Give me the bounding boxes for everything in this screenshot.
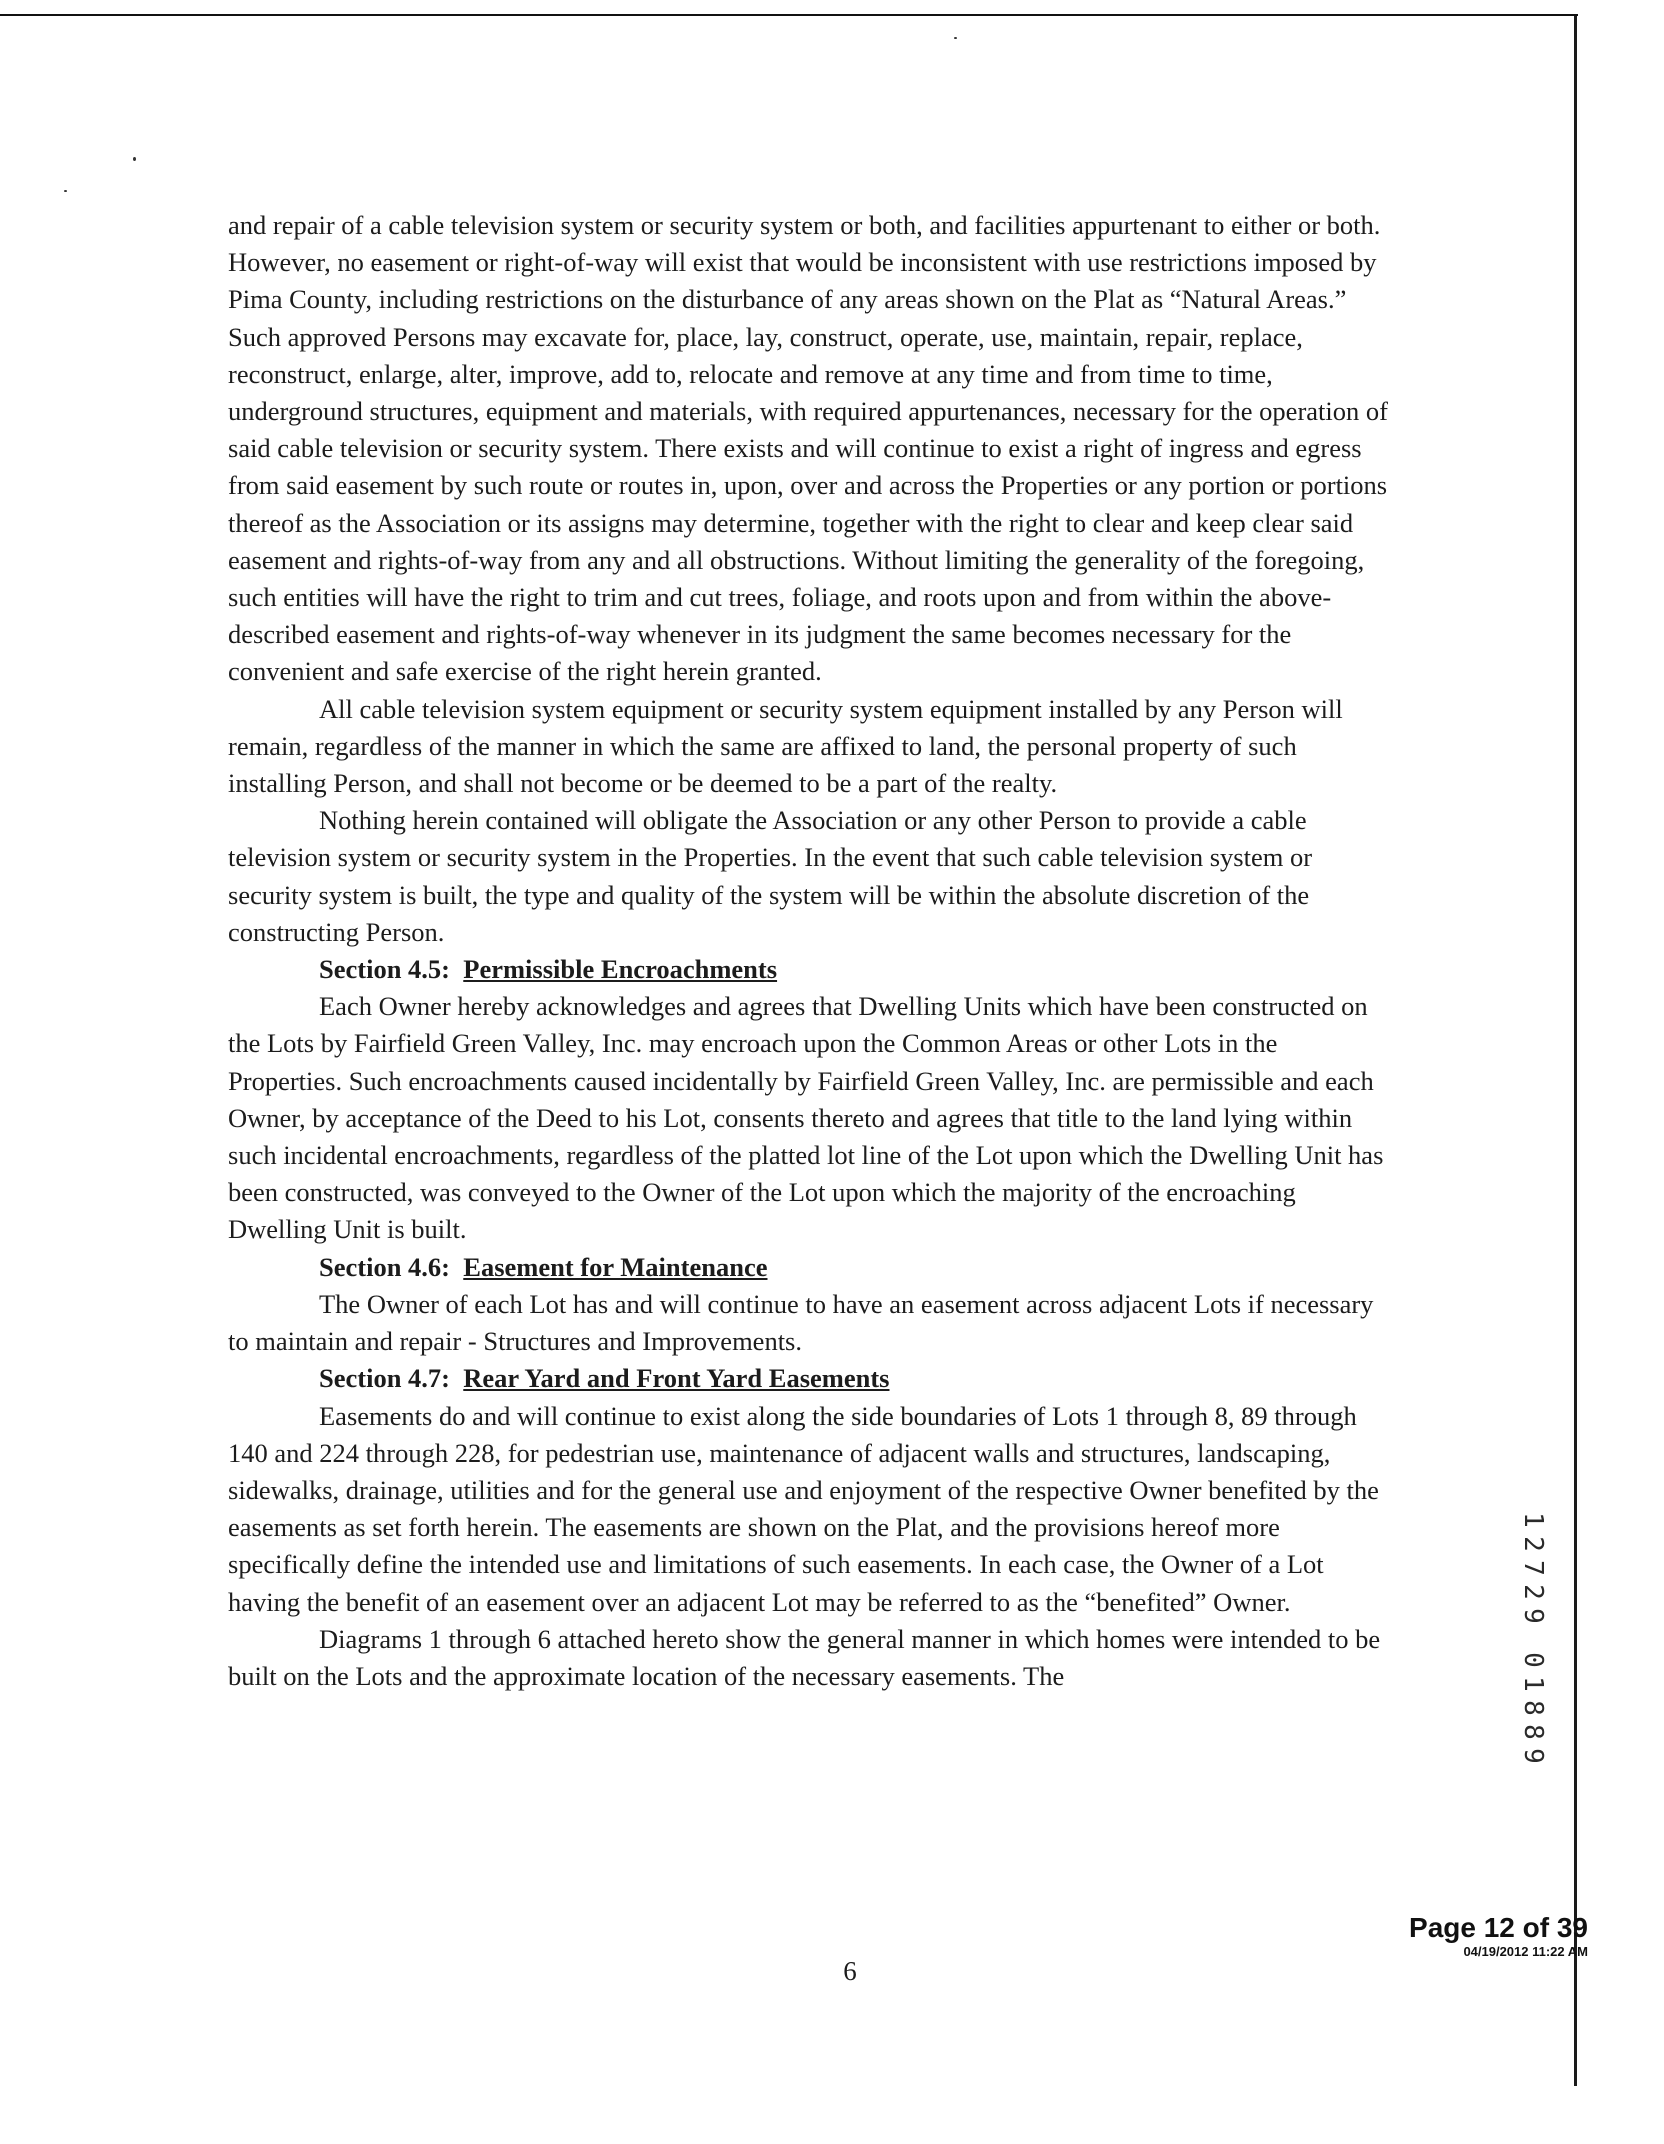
page-count-label: Page 12 of 39 <box>1409 1912 1588 1943</box>
body-paragraph: and repair of a cable television system or security system or both, and facilities appurtenant to either or both. However, no easement or right-of-way will exist that would be inconsistent with use restrictions imposed by Pima County, including restrictions on the disturbance of any areas shown on the Plat as “Natural Areas.” Such approved Persons may excavate for, place, lay, construct, operate, use, maintain, repair, replace, reconstruct, enlarge, alter, improve, add to, relocate and remove at any time and from time to time, underground structures, equipment and materials, with required appurtenances, necessary for the operation of said cable television or security system. There exists and will continue to exist a right of ingress and egress from said easement by such route or routes in, upon, over and across the Properties or any portion or portions thereof as the Association or its assigns may determine, together with the right to clear and keep clear said easement and rights-of-way from any and all obstructions. Without limiting the generality of the foregoing, such entities will have the right to trim and cut trees, foliage, and roots upon and from within the above-described easement and rights-of-way whenever in its judgment the same becomes necessary for the convenient and safe exercise of the right herein granted. <box>228 210 1388 687</box>
body-paragraph: The Owner of each Lot has and will continue to have an easement across adjacent Lots if necessary to maintain and repair - Structures and Improvements. <box>228 1288 1374 1357</box>
section-number: Section 4.6: <box>319 1251 451 1282</box>
section-title: Easement for Maintenance <box>463 1251 768 1282</box>
scan-speck <box>954 37 957 39</box>
body-paragraph: Diagrams 1 through 6 attached hereto show the general manner in which homes were intended to be built on the Lots and the approximate location of the necessary easements. The <box>228 1623 1381 1691</box>
body-paragraph: Easements do and will continue to exist along the side boundaries of Lots 1 through 8, 89 through 140 and 224 through 228, for pedestrian use, maintenance of adjacent walls and structures, landscaping, sidewalks, drainage, utilities and for the general use and enjoyment of the respective Owner benefited by the easements as set forth herein. The easements are shown on the Plat, and the provisions hereof more specifically define the intended use and limitations of such easements. In each case, the Owner of a Lot having the benefit of an easement over an adjacent Lot may be referred to as the “benefited” Owner. <box>228 1400 1379 1617</box>
recording-digit: 2 <box>1518 1584 1548 1600</box>
document-body <box>228 207 1398 1695</box>
recording-digit: 1 <box>1518 1676 1548 1692</box>
body-paragraph: Each Owner hereby acknowledges and agrees that Dwelling Units which have been constructed on the Lots by Fairfield Green Valley, Inc. may encroach upon the Common Areas or other Lots in the Properties. Such encroachments caused incidentally by Fairfield Green Valley, Inc. are permissible and each Owner, by acceptance of the Deed to his Lot, consents thereto and agrees that title to the land lying within such incidental encroachments, regardless of the platted lot line of the Lot upon which the Dwelling Unit has been constructed, was conveyed to the Owner of the Lot upon which the majority of the encroaching Dwelling Unit is built. <box>228 991 1384 1245</box>
recording-digit: 9 <box>1518 1748 1548 1764</box>
section-title: Rear Yard and Front Yard Easements <box>463 1363 890 1394</box>
page-stamp <box>1409 1912 1588 1960</box>
recording-digit: 9 <box>1518 1608 1548 1624</box>
section-heading-4-6 <box>228 1249 1398 1286</box>
recording-digit: 8 <box>1518 1700 1548 1716</box>
stamp-timestamp: 04/19/2012 11:22 AM <box>1463 1944 1588 1959</box>
section-heading-4-7 <box>228 1360 1398 1397</box>
recording-digit: 7 <box>1518 1560 1548 1576</box>
recording-number-stamp <box>1519 1508 1547 1768</box>
section-number: Section 4.7: <box>319 1363 451 1394</box>
section-number: Section 4.5: <box>319 954 451 985</box>
body-paragraph: All cable television system equipment or security system equipment installed by any Person will remain, regardless of the manner in which the same are affixed to land, the personal property of such installing Person, and shall not become or be deemed to be a part of the realty. <box>228 693 1343 799</box>
section-heading-4-5 <box>228 951 1398 988</box>
scan-speck <box>64 190 67 192</box>
section-title: Permissible Encroachments <box>463 954 778 985</box>
recording-digit: 1 <box>1518 1512 1548 1528</box>
recording-digit: 8 <box>1518 1724 1548 1740</box>
scan-speck <box>133 157 136 161</box>
page-number: 6 <box>843 1956 857 1986</box>
scan-top-edge <box>0 14 1578 16</box>
recording-digit: 0 <box>1518 1652 1548 1668</box>
scan-right-edge <box>1574 16 1577 2086</box>
recording-digit: 2 <box>1518 1536 1548 1552</box>
recording-gap <box>1519 1628 1547 1648</box>
body-paragraph: Nothing herein contained will obligate the Association or any other Person to provide a cable television system or security system in the Properties. In the event that such cable television system or security system is built, the type and quality of the system will be within the absolute discretion of the constructing Person. <box>228 805 1313 947</box>
